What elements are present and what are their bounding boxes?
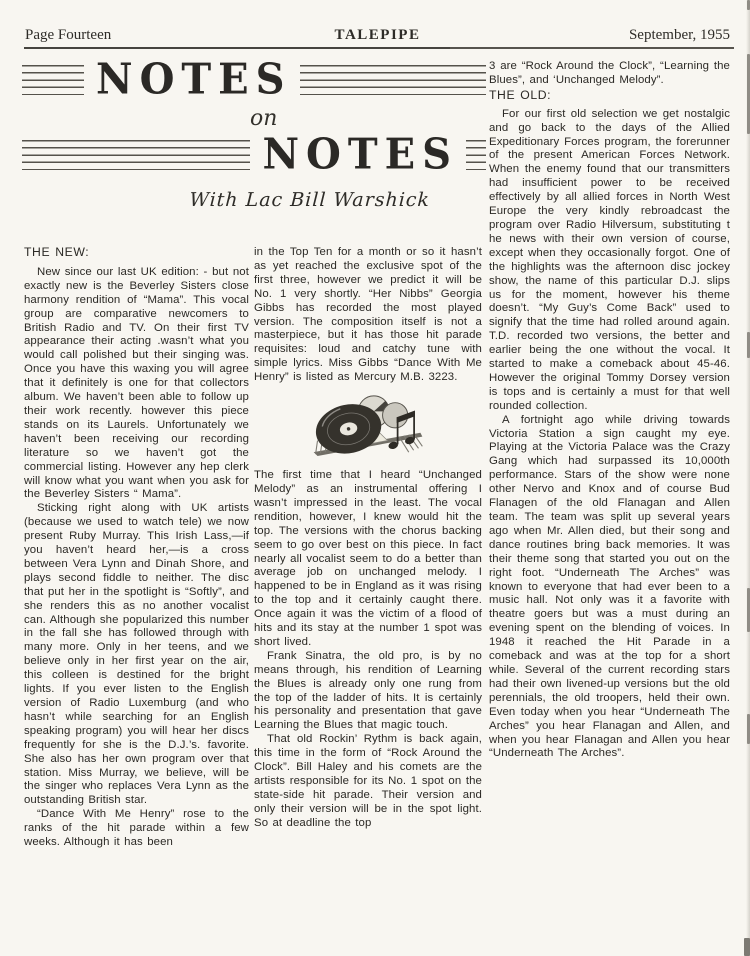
page-header [25, 27, 730, 47]
author-byline: With Lac Bill Warshick [188, 189, 431, 211]
section-heading-the-new: THE NEW: [24, 245, 90, 259]
masthead-connector: on [250, 106, 278, 131]
paragraph: in the Top Ten for a month or so it hasn’t as yet reached the exclusive spot of the first three, however we predict it will be No. 1 very shortly. “Her Nibbs” Georgia Gibbs has recorded the most played version. The composition itself is not a masterpiece, but it has those hit parade requisites: loud and catchy tune with simple lyrics. Miss Gibbs “Dance With Me Henry” is listed as Mercury M.B. 3223. [254, 246, 482, 384]
paragraph: Frank Sinatra, the old pro, is by no means through, his rendition of Learning the Blues is already only one rung from the top of the ladder of hits. It is certainly his personality and presentation that gave Learning the Blues that magic touch. [254, 649, 482, 732]
paragraph: New since our last UK edition: - but not exactly new is the Beverley Sisters close harmony rendition of “Mama”. This vocal group are comparative newcomers to British Radio and TV. On their first TV appearance their acting .wasn’t what you would call polished but their singing was. Once you have this waxing you will agree that it definitely is one for that collectors album. We haven’t been able to follow up their work recently. however this piece stands on its Laurels. Unfortunately we haven’t been receiving our recording literature so we haven’t got the commercial listing. However any hep clerk will know what you want when you ask for the Beverley Sisters “ Mama”. [24, 265, 249, 501]
header-rule [24, 47, 734, 49]
paragraph: 3 are “Rock Around the Clock”, “Learning the Blues”, and ‘Unchanged Melody”. [489, 60, 730, 86]
page-edge-shadow [746, 0, 750, 956]
staff-lines-icon [466, 140, 486, 170]
staff-lines-icon [22, 65, 84, 95]
page-number: Page Fourteen [25, 27, 112, 43]
paragraph: Sticking right along with UK artists (because we used to watch tele) we now present Ruby Murray. This Irish Lass,—if you haven’t heard her,—is a cross between Vera Lynn and Dinah Shore, and plays second fiddle to neither. The disc that put her in the spotlight is “Softly”, and she renders this as no another vocalist can. Although she popularized this number in the fall she has followed through with many more. Only in her teens, and we believe only in her first year on the air, this colleen is destined for the bright lights. If you ever listen to the English version of Radio Luxemburg (and who hasn’t while searching for an English speaking program) you will hear her discs frequently for she is the D.J.’s. favorite. She also has her own program over that station. Miss Murray, we believe, will be the singer who replaces Vera Lynn as the outstanding British star. [24, 502, 249, 807]
staff-lines-icon [300, 65, 486, 95]
staff-row-bottom [22, 129, 486, 180]
scan-artifact [744, 938, 750, 956]
text-column-3 [489, 60, 730, 761]
paragraph: A fortnight ago while driving towards Victoria Station a sign caught my eye. Playing at the Victoria Palace was the Crazy Gang which had surpassed its 10,000th performance. Stars of the show were none other Nervo and Knox and of course Bud Flanagen of the old Flanagan and Allen team. The team was split up several years ago when Mr. Allen died, but their song and dance routines bring back memories. It was their theme song that started you out on the right foot. “Underneath The Arches” was known to everyone that had ever been to a music hall. Not only was it a favorite with theatre goers but was a must during an evening spent on the blending of voices. In 1948 it reached the Hit Parade in a comeback and was at the top for a short while. Several of the current recording stars had their own livened-up versions but the old perennials, the old troopers, held their own. Even today when you hear “Underneath The Arches” you hear Flanagan and Allen, and when you hear Flanagan and Allen you hear “Underneath The Arches”. [489, 413, 730, 760]
paragraph: That old Rockin’ Rythm is back again, this time in the form of “Rock Around the Clock”. Bill Haley and his comets are the artists responsible for its No. 1 spot on the state-side hit parade. Their version and only their version will be in the spot light. So at deadline the top [254, 733, 482, 829]
staff-lines-icon [22, 140, 250, 170]
paragraph: For our first old selection we get nostalgic and go back to the days of the Allied Expeditionary Forces program, the forerunner of the present American Forces Network. When the enemy found that our transmitters had insufficient power to be received effectively by all allied forces in North West Europe the very kindly rebroadcast the program over Radio Hilversum, substituting t he news with their own version of course, except when they occasionally forgot. One of the highlights was the afternoon disc jockey show, the name of this particular D.J. slips us for the moment, however his theme doesn’t. “My Guy’s Come Back” used to signify that the time had rolled around again. T.D. recorded two versions, the better and earlier being the one without the vocal. It started to make a comeback about 45-46. However the original Tommy Dorsey version is tops and is certainly a must for that well rounded collection. [489, 107, 730, 412]
text-column-2 [254, 246, 482, 831]
paragraph: “Dance With Me Henry” rose to the ranks of the hit parade within a few weeks. Although it has been [24, 808, 249, 849]
masthead-title-top: NOTES [96, 54, 292, 105]
publication-title: TALEPIPE [334, 27, 421, 43]
staff-row-top [22, 54, 486, 105]
issue-date: September, 1955 [628, 27, 730, 43]
section-heading-the-old: THE OLD: [489, 87, 552, 102]
records-and-music-notes-illustration [309, 392, 427, 458]
paragraph: The first time that I heard “Unchanged Melody” as an instrumental offering I wasn’t impressed in the least. The vocal rendition, however, I knew would hit the top. The versions with the chorus backing seem to go over best on this piece. In fact nearly all vocalist seem to do a better than average job on unchanged melody. I happened to be in England as it was rising to the top and it certainly caught there. Once again it was the victim of a flood of hits and its stay at the number 1 spot was short lived. [254, 469, 482, 648]
column-masthead [22, 54, 486, 211]
text-column-1 [24, 246, 249, 850]
masthead-title-bottom: NOTES [262, 129, 458, 180]
